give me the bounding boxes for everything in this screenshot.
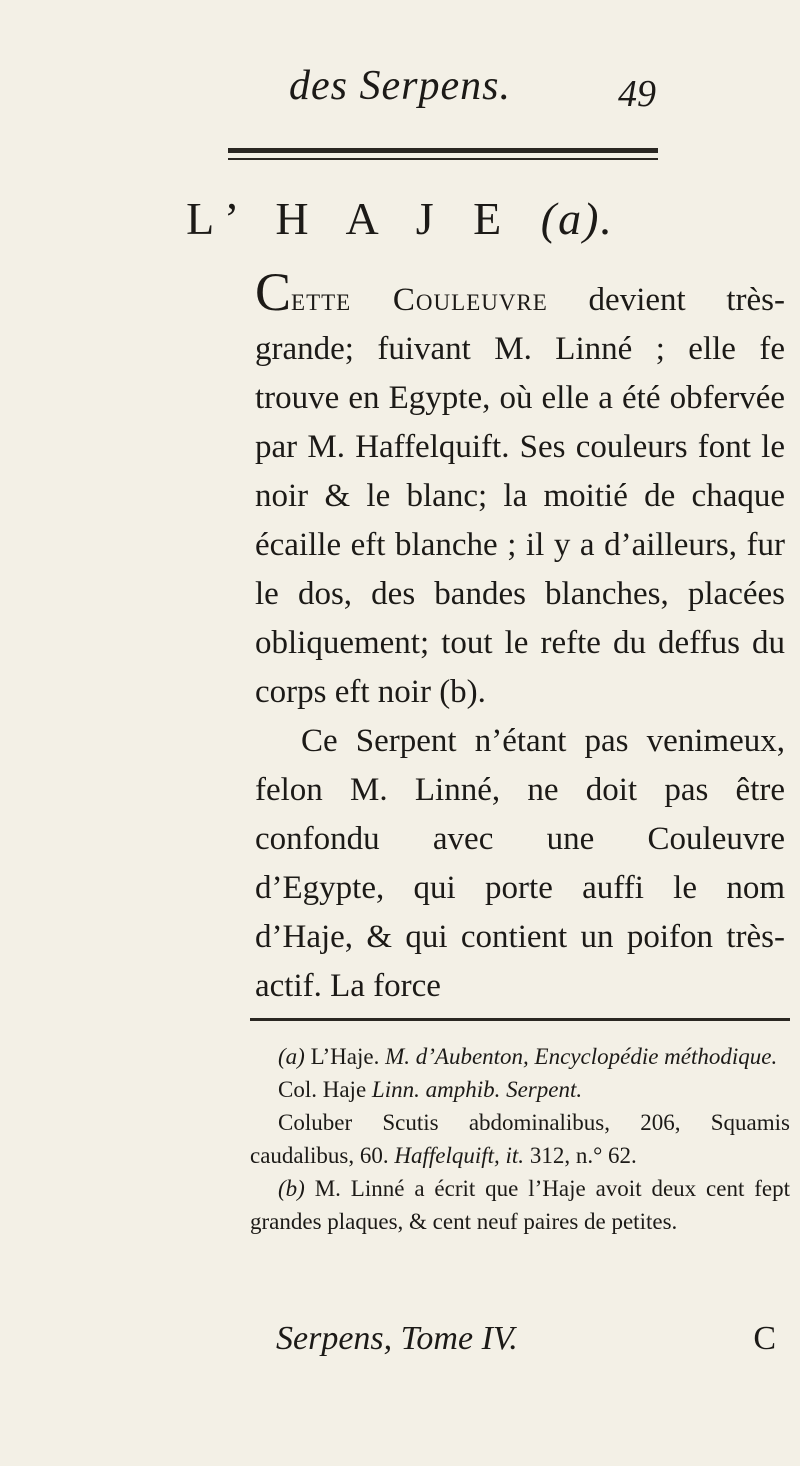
footnote-b-label: (b) bbox=[278, 1176, 305, 1201]
footnote-a-author: M. d’Aubenton, Encyclopédie méthodique. bbox=[385, 1044, 778, 1069]
signature-line bbox=[276, 1320, 776, 1358]
footnote-b-text: M. Linné a écrit que l’Haje avoit deux cent fept grandes plaques, & cent neuf paires de petites. bbox=[250, 1176, 791, 1234]
chapter-note-ref: (a). bbox=[540, 193, 614, 244]
signature-mark: C bbox=[753, 1320, 776, 1357]
footnote-col-italic: Linn. amphib. Serpent. bbox=[371, 1077, 583, 1102]
footnote-b bbox=[250, 1172, 790, 1238]
footnote-coluber-italic: Haffelquift, it. bbox=[394, 1143, 525, 1168]
chapter-title bbox=[0, 192, 800, 245]
footnote-col-text: Col. Haje bbox=[278, 1077, 367, 1102]
drop-cap: C bbox=[255, 262, 292, 322]
footnotes bbox=[250, 1040, 790, 1238]
footnote-rule bbox=[250, 1018, 790, 1021]
header-rule bbox=[228, 148, 658, 160]
running-title: des Serpens. bbox=[289, 63, 511, 109]
footnote-coluber-text: Coluber Scutis abdominalibus, 206, Squamis caudalibus, 60. bbox=[250, 1110, 790, 1168]
chapter-title-text: L’ H A J E bbox=[186, 193, 516, 244]
running-head bbox=[0, 62, 800, 115]
footnote-coluber bbox=[250, 1106, 790, 1172]
paragraph-1-text: devient très-grande; fuivant M. Linné ; elle fe trouve en Egypte, où elle a été obfervée par M. Haffelquift. Ses couleurs font le noir & le blanc; la moitié de chaque écaille eft blanche ; il y a d’ailleurs, fur le dos, des bandes blanches, placées obliquement; tout le refte du deffus du corps eft noir (b). bbox=[255, 282, 785, 710]
footnote-a bbox=[250, 1040, 790, 1073]
footnote-col bbox=[250, 1073, 790, 1106]
paragraph-1-lead: ette Couleuvre bbox=[291, 282, 548, 318]
footnote-a-label: (a) bbox=[278, 1044, 305, 1069]
paragraph-2: Ce Serpent n’étant pas venimeux, felon M. Linné, ne doit pas être confondu avec une Couleuvre d’Egypte, qui porte auffi le nom d’Haje, & qui contient un poifon très-actif. La force bbox=[255, 723, 785, 1004]
signature-text: Serpens, Tome IV. bbox=[276, 1320, 518, 1357]
body-text bbox=[255, 262, 785, 1011]
footnote-coluber-end: 312, n.° 62. bbox=[529, 1143, 637, 1168]
footnote-a-text: L’Haje. bbox=[310, 1044, 380, 1069]
paragraph-1 bbox=[255, 262, 785, 717]
page-number: 49 bbox=[618, 73, 656, 115]
